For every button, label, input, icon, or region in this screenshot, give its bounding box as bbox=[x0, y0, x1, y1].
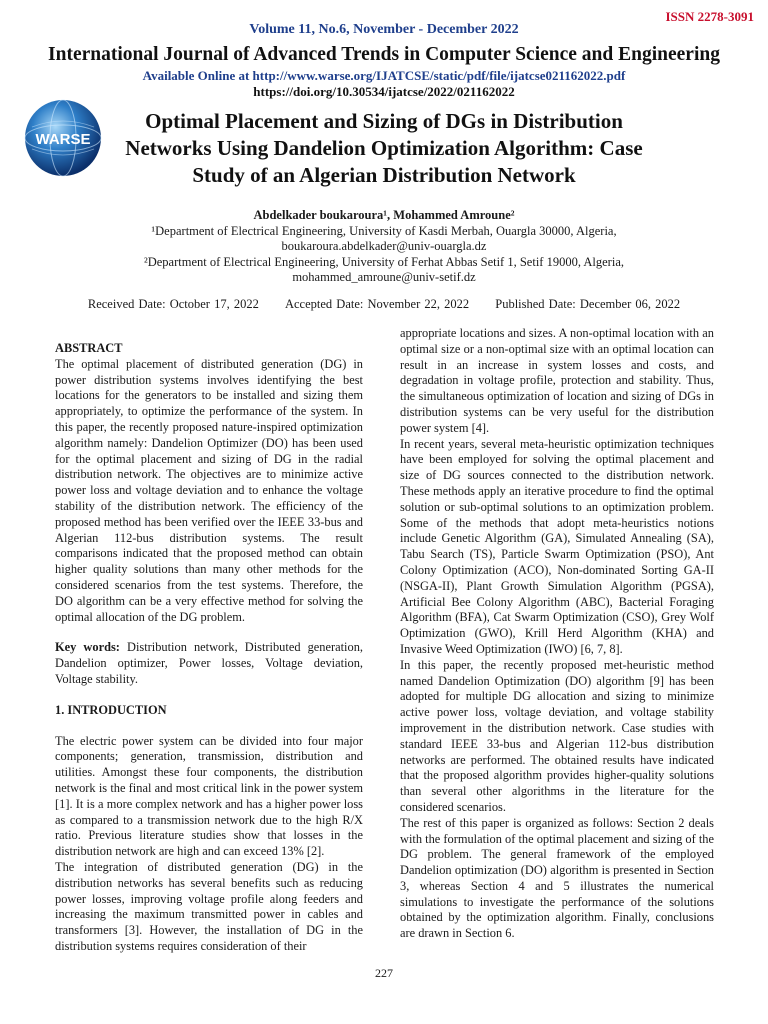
volume-line: Volume 11, No.6, November - December 2022 bbox=[249, 22, 519, 37]
affiliation-1-dept: ¹Department of Electrical Engineering, University of Kasdi Merbah, Ouargla 30000, Algeria, bbox=[151, 224, 617, 238]
warse-logo-icon bbox=[22, 97, 104, 179]
right-column bbox=[400, 326, 714, 942]
affiliation-1 bbox=[0, 224, 768, 254]
doi-link[interactable]: https://doi.org/10.30534/ijatcse/2022/021162022 bbox=[253, 84, 515, 99]
introduction-heading: 1. INTRODUCTION bbox=[55, 702, 167, 717]
accepted-date: Accepted Date: November 22, 2022 bbox=[284, 297, 470, 311]
right-paragraph-4: The rest of this paper is organized as follows: Section 2 deals with the formulation of the optimal placement and sizing of the DG problem. The general framework of the employed Dandelion optimization (DO) algorithm is presented in Section 3, whereas Section 4 and 5 illustrates the numerical simulations to investigate the performance of the solutions obtained by the optimization algorithm. Finally, conclusions are drawn in Section 6. bbox=[400, 815, 714, 941]
logo-text: WARSE bbox=[35, 131, 91, 148]
right-paragraph-1: appropriate locations and sizes. A non-optimal location with an optimal size or a non-optimal size with an optimal location can result in an increase in system losses and costs, and degradation in voltage profile, protection and stability. Thus, the simultaneous optimization of location and sizing of DGs in distribution systems can be very useful for the distribution power system [4]. bbox=[400, 326, 714, 435]
abstract-text: The optimal placement of distributed generation (DG) in power distribution systems involves identifying the best locations for the generators to be installed and sizing them appropriately, to optimize the performance of the system. In this paper, the recently proposed nature-inspired optimization algorithm namely: Dandelion Optimizer (DO) has been used for the optimal placement and sizing of DG in the radial distribution network. The objectives are to minimize active power loss and voltage deviation and to enhance the voltage stability of the distribution network. The efficiency of the proposed method has been verified over the IEEE 33-bus and Algerian 112-bus distribution systems. The result comparisons indicated that the proposed method can obtain higher quality solutions than many other methods for the considered scenarios from the test systems. Therefore, the DO algorithm can be a very effective method for solving the optimal allocation of the DG problem. bbox=[55, 356, 363, 624]
available-online-link[interactable]: Available Online at http://www.warse.org/IJATCSE/static/pdf/file/ijatcse021162022.pdf bbox=[142, 68, 626, 83]
affiliation-2-dept: ²Department of Electrical Engineering, University of Ferhat Abbas Setif 1, Setif 19000, Algeria, bbox=[143, 255, 624, 269]
paper-title: Optimal Placement and Sizing of DGs in Distribution Networks Using Dandelion Optimization Algorithm: Case Study of an Algerian Distribution Network bbox=[125, 109, 643, 187]
intro-paragraph-2: The integration of distributed generation (DG) in the distribution networks has several benefits such as reducing power losses, improving voltage profile along feeders and increasing the maximum transmitted power in cables and transformers [3]. However, the installation of DG in the distribution systems requires consideration of their bbox=[55, 859, 363, 953]
intro-paragraph-1: The electric power system can be divided into four major components; generation, transmission, distribution and utilities. Amongst these four components, the distribution network is the final and most critical link in the power system [1]. It is a more complex network and has a higher power loss as compared to a transmission network due to the high R/X ratio. Previous literature studies show that losses in the distribution network are high and can exceed 13% [2]. bbox=[55, 733, 363, 859]
abstract-heading: ABSTRACT bbox=[55, 341, 123, 355]
affiliation-2-email: mohammed_amroune@univ-setif.dz bbox=[292, 270, 476, 284]
affiliation-2 bbox=[0, 255, 768, 285]
right-paragraph-3: In this paper, the recently proposed met-heuristic method named Dandelion Optimization (DO) algorithm [9] has been adopted for multiple DG allocation and sizing to minimize active power loss, voltage deviation, and voltage stability improvement in the distribution network. Case studies with standard IEEE 33-bus and Algerian 112-bus distribution networks are performed. The obtained results have indicated that the proposed algorithm provides higher-quality solutions than several other algorithms in the literature for the considered scenarios. bbox=[400, 657, 714, 814]
keywords bbox=[55, 640, 363, 687]
page-number: 227 bbox=[375, 966, 393, 980]
dates-line bbox=[0, 297, 768, 312]
affiliation-1-email: boukaroura.abdelkader@univ-ouargla.dz bbox=[281, 239, 487, 253]
authors-line: Abdelkader boukaroura¹, Mohammed Amroune² bbox=[253, 208, 515, 222]
left-column bbox=[55, 341, 363, 955]
published-date: Published Date: December 06, 2022 bbox=[495, 297, 681, 311]
keywords-text: Distribution network, Distributed generation, Dandelion optimizer, Power losses, Voltage deviation, Voltage stability. bbox=[55, 640, 363, 686]
received-date: Received Date: October 17, 2022 bbox=[87, 297, 259, 311]
right-paragraph-2: In recent years, several meta-heuristic optimization techniques have been employed for solving the optimal placement and size of DG sources connected to the distribution network. These methods apply an iterative procedure to find the optimal solution or sub-optimal solutions to an optimization problem. Some of the methods that adopt meta-heuristics notions include Genetic Algorithm (GA), Simulated Annealing (SA), Tabu Search (TS), Particle Swarm Optimization (PSO), Ant Colony Optimization (ACO), Non-dominated Sorting GA-II (NSGA-II), Plant Growth Simulation Algorithm (PGSA), Artificial Bee Colony Algorithm (ABC), Bacterial Foraging Algorithm (BFA), Cat Swarm Optimization (CSO), Grey Wolf Optimization (GWO), Krill Herd Algorithm (KHA) and Invasive Weed Optimization (IWO) [6, 7, 8]. bbox=[400, 436, 714, 656]
issn-label: ISSN 2278-3091 bbox=[665, 9, 754, 24]
keywords-label: Key words: bbox=[55, 640, 120, 655]
journal-title: International Journal of Advanced Trends in Computer Science and Engineering bbox=[48, 44, 720, 65]
